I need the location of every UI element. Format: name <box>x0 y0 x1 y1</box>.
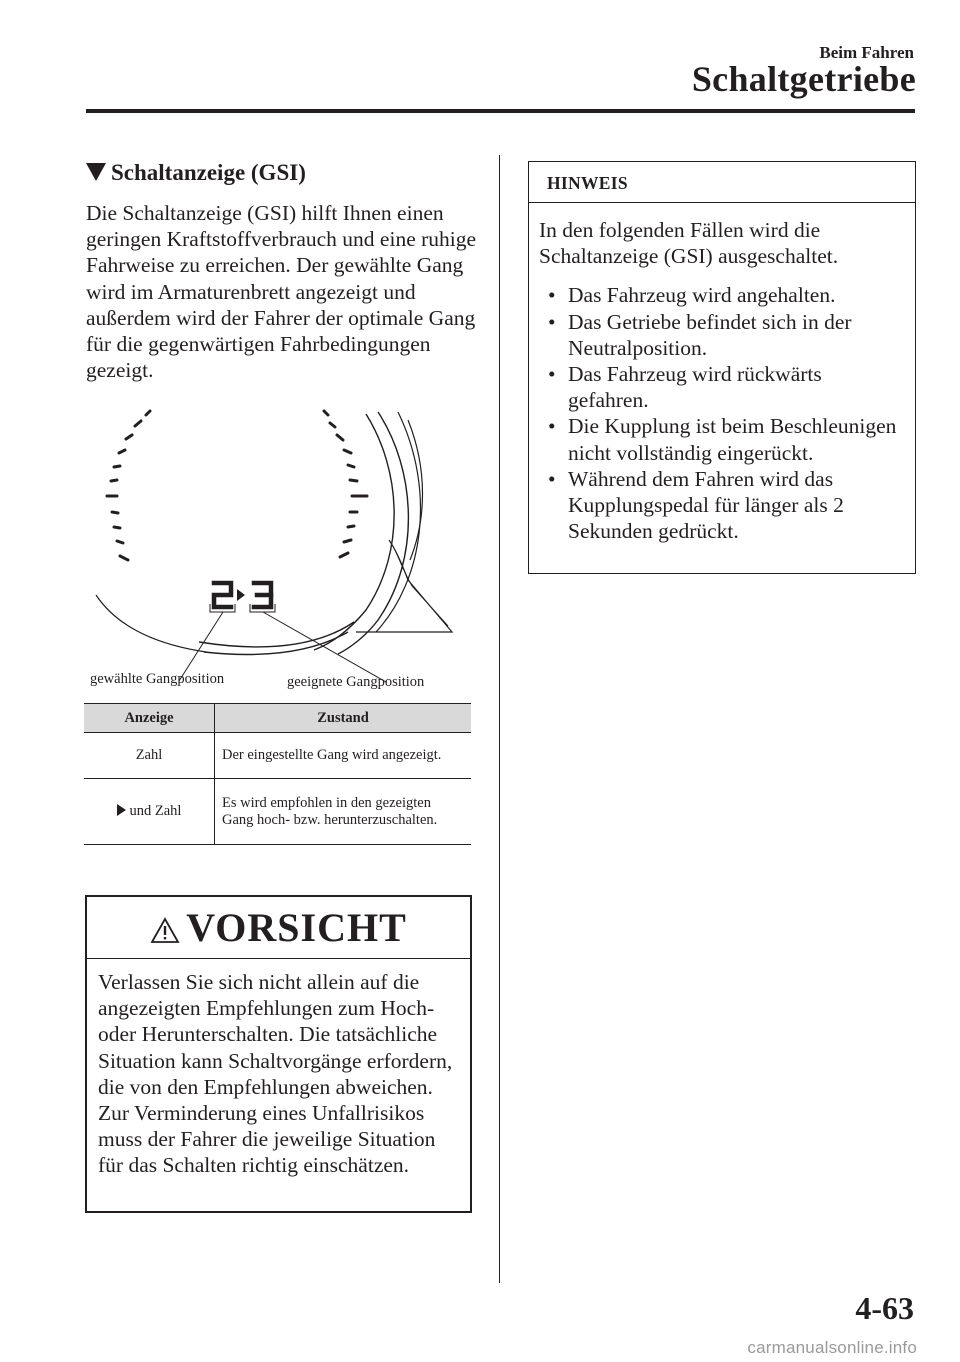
cell-text: und Zahl <box>129 803 182 819</box>
arrow-icon <box>117 804 126 816</box>
page-number: 4-63 <box>855 1290 914 1326</box>
list-item <box>539 361 905 413</box>
table-header: Zustand <box>215 704 472 733</box>
table-cell <box>84 733 215 779</box>
note-title: HINWEIS <box>529 162 915 203</box>
intro-text: Die Schaltanzeige (GSI) hilft Ihnen einen geringen Kraftstoffverbrauch und eine ruhige Fahrweise zu erreichen. Der gewählte Gang wird im Armaturenbrett angezeigt und außerdem wird der Fahrer der optimale Gang für die gegenwärtigen Fahrbedingungen gezeigt. <box>86 201 477 383</box>
intro-paragraph <box>86 200 486 383</box>
gsi-figure <box>86 400 472 700</box>
label-selected-gear: gewählte Gangposition <box>90 671 225 687</box>
upshift-arrow-icon <box>237 589 245 601</box>
caution-text: Verlassen Sie sich nicht allein auf die angezeigten Empfehlungen zum Hoch- oder Herunterschalten. Die tatsächliche Situation kann Schaltvorgänge erfordern, die von den Empfehlungen abweichen. Zur Verminderung eines Unfallrisikos muss der Fahrer die jeweilige Situation für das Schalten richtig einschätzen. <box>98 970 453 1178</box>
table-row <box>84 733 471 779</box>
note-box <box>528 161 916 574</box>
note-body <box>529 203 915 544</box>
caution-title: VORSICHT <box>186 905 407 950</box>
list-item <box>539 413 905 465</box>
list-item-text: Während dem Fahren wird das Kupplungspedal für länger als 2 Sekunden gedrückt. <box>568 466 844 544</box>
heading <box>86 160 306 186</box>
note-intro: In den folgenden Fällen wird die Schaltanzeige (GSI) ausgeschaltet. <box>539 218 839 269</box>
label-suggested-gear: geeignete Gangposition <box>287 674 425 690</box>
chapter-title: Beim Fahren <box>819 43 914 62</box>
header-rule <box>86 109 915 113</box>
table-header-row <box>84 704 471 733</box>
bullet-icon: • <box>548 362 556 387</box>
watermark: carmanualsonline.info <box>747 1338 917 1357</box>
table-row <box>84 779 471 845</box>
table-cell: Der eingestellte Gang wird angezeigt. <box>215 733 472 779</box>
caution-box <box>85 895 472 1213</box>
bullet-icon: • <box>548 309 556 334</box>
heading-text: Schaltanzeige (GSI) <box>111 160 306 185</box>
table-cell: Es wird empfohlen in den gezeigten Gang hoch- bzw. herunterzuschalten. <box>215 779 472 845</box>
column-divider <box>499 155 500 1283</box>
list-item <box>539 282 905 308</box>
table-header: Anzeige <box>84 704 215 733</box>
cell-text: Zahl <box>135 747 163 763</box>
list-item-text: Das Fahrzeug wird angehalten. <box>568 283 836 308</box>
list-item-text: Das Getriebe befindet sich in der Neutralposition. <box>568 309 852 360</box>
caution-header <box>87 897 470 959</box>
bullet-icon: • <box>548 283 556 308</box>
section-title: Schaltgetriebe <box>691 59 916 99</box>
list-item-text: Die Kupplung ist beim Beschleunigen nicht vollständig eingerückt. <box>568 414 897 465</box>
list-item <box>539 466 905 545</box>
gsi-table <box>84 703 471 845</box>
instrument-cluster-illustration <box>86 400 472 700</box>
bullet-icon: • <box>548 466 556 491</box>
warning-icon <box>150 917 180 944</box>
heading-triangle-icon <box>86 163 106 181</box>
list-item <box>539 309 905 361</box>
table-cell <box>84 779 215 845</box>
list-item-text: Das Fahrzeug wird rückwärts gefahren. <box>568 362 822 413</box>
bullet-icon: • <box>548 414 556 439</box>
note-list <box>539 282 905 544</box>
